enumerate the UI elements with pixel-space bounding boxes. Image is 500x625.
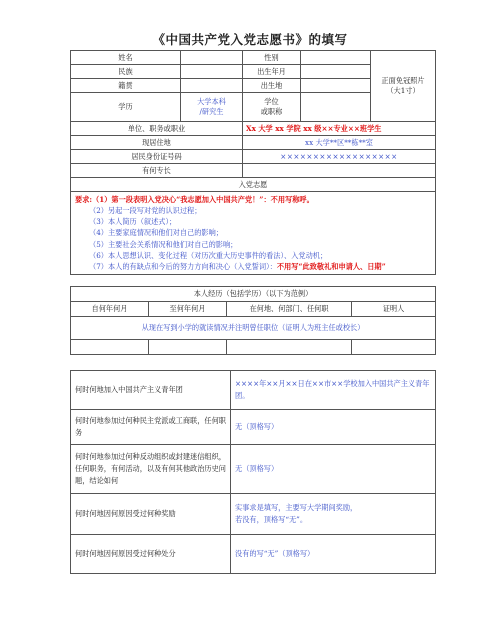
resume-cell[interactable] [149, 340, 227, 355]
requirement-item: （3）本人简历（叙述式）； [89, 217, 177, 227]
resume-col-from: 自何年何月 [71, 302, 149, 317]
basic-info-table [70, 50, 436, 275]
id-label: 居民身份证号码 [71, 150, 243, 164]
requirement-item: （4）主要家庭情况和他们对自己的影响； [89, 228, 223, 238]
resume-cell[interactable] [227, 340, 352, 355]
birthplace-field[interactable] [301, 79, 371, 93]
requirement-item: 要求:（1）第一段表明入党决心“我志愿加入中国共产党！”：不用写称呼。 [75, 195, 314, 204]
question-label: 何时何地加入中国共产主义青年团 [71, 371, 231, 410]
residence-label: 现居住地 [71, 136, 243, 150]
answer-value: 无（顶格写） [231, 445, 436, 494]
gender-label: 性别 [243, 51, 301, 65]
question-label: 何时何地参加过何种民主党派或工商联，任何职务 [71, 410, 231, 445]
requirement-item: （5）主要社会关系情况和他们对自己的影响； [89, 239, 238, 249]
questions-table [70, 370, 436, 574]
will-heading: 入党志愿 [71, 178, 436, 192]
question-label: 何时何地参加过何种反动组织或封建迷信组织，任何职务，有何活动，以及有何其他政治历史问题，结论如何 [71, 445, 231, 494]
resume-col-where: 在何地、何部门、任何职 [227, 302, 352, 317]
resume-cell[interactable] [71, 340, 149, 355]
resume-col-to: 至何年何月 [149, 302, 227, 317]
requirement-item: （2）另起一段写对党的认识过程； [89, 206, 202, 216]
name-field[interactable] [181, 51, 243, 65]
photo-box: 正面免冠照片 （大1寸） [371, 51, 436, 122]
unit-value: Xx 大学 xx 学院 xx 级××专业××班学生 [243, 122, 436, 136]
ethnicity-field[interactable] [181, 65, 243, 79]
ethnicity-label: 民族 [71, 65, 181, 79]
degree-field[interactable] [301, 93, 371, 122]
requirements-box [71, 192, 436, 275]
page-title: 《中国共产党入党志愿书》的填写 [152, 32, 348, 47]
id-value: ×××××××××××××××××× [243, 150, 436, 164]
native-label: 籍贯 [71, 79, 181, 93]
name-label: 姓名 [71, 51, 181, 65]
resume-col-witness: 证明人 [352, 302, 436, 317]
unit-label: 单位、职务或职业 [71, 122, 243, 136]
resume-table [70, 286, 436, 355]
answer-value: ××××年××月××日在××市××学校加入中国共产主义青年团。 [231, 371, 436, 410]
answer-value: 实事求是填写，主要写大学期间奖励， 若没有，顶格写“无”。 [231, 494, 436, 535]
gender-field[interactable] [301, 51, 371, 65]
birthplace-label: 出生地 [243, 79, 301, 93]
native-field[interactable] [181, 79, 243, 93]
birth-label: 出生年月 [243, 65, 301, 79]
requirement-item: （7）本人的有缺点和今后的努力方向和决心（入党誓词）：不用写“此致敬礼和申请人、日期” [89, 261, 386, 271]
answer-value: 没有的写“无”（顶格写） [231, 535, 436, 574]
skills-label: 有何专长 [71, 164, 243, 178]
question-label: 何时何地因何原因受过何种处分 [71, 535, 231, 574]
requirement-item: （6）本人思想认识、变化过程（对历次重大历史事件的看法）、入党动机； [89, 250, 328, 260]
question-label: 何时何地因何原因受过何种奖励 [71, 494, 231, 535]
residence-value: xx 大学**区**栋**室 [243, 136, 436, 150]
education-value: 大学本科 /研究生 [181, 93, 243, 122]
degree-label: 学位 或职称 [243, 93, 301, 122]
resume-header: 本人经历（包括学历）（以下为范例） [71, 287, 436, 302]
skills-field[interactable] [243, 164, 436, 178]
birth-field[interactable] [301, 65, 371, 79]
education-label: 学历 [71, 93, 181, 122]
answer-value: 无（顶格写） [231, 410, 436, 445]
resume-note: 从现在写到小学的就读情况并注明曾任职位（证明人为班主任或校长） [71, 317, 436, 340]
resume-cell[interactable] [352, 340, 436, 355]
